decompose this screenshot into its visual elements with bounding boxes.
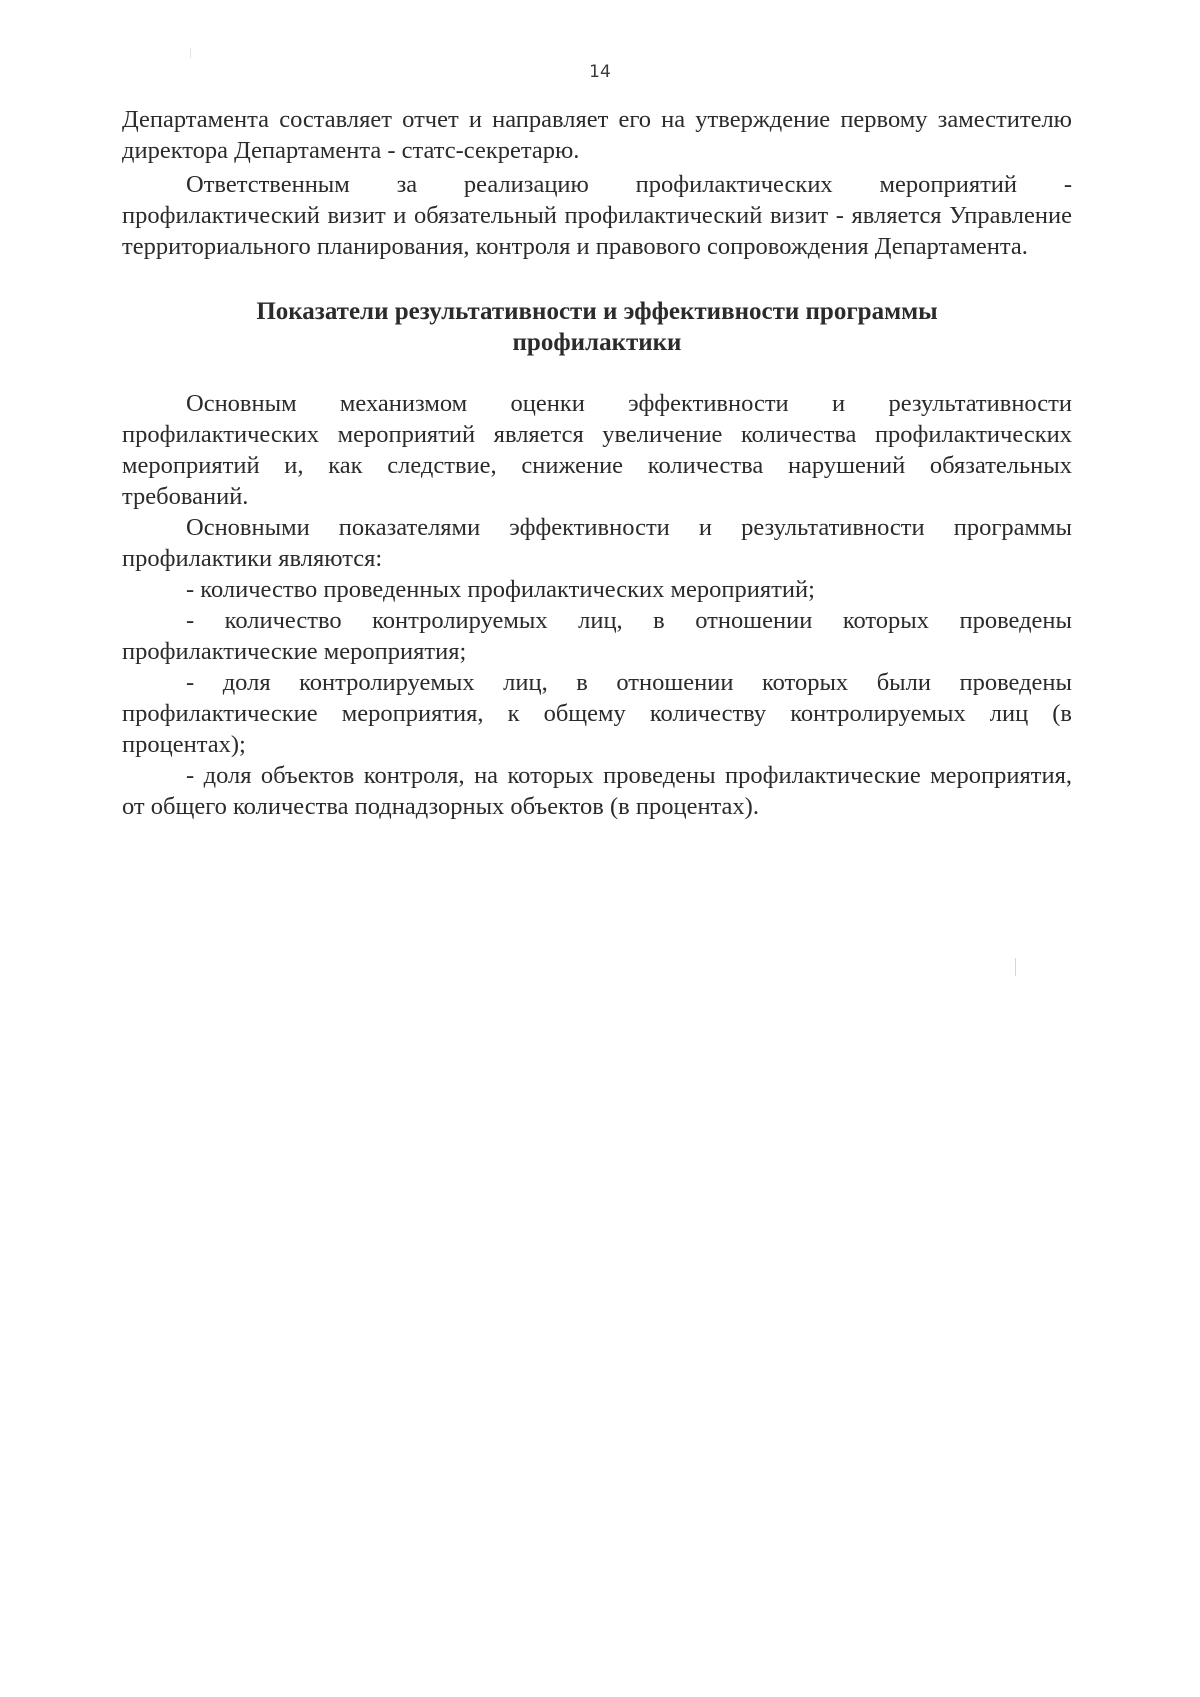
scan-mark xyxy=(1015,958,1016,976)
section-heading: Показатели результативности и эффективности программы профилактики xyxy=(256,298,938,356)
page-content xyxy=(122,104,1072,822)
paragraph-mechanism: Основным механизмом оценки эффективности и результативности профилактических мероприятий является увеличение количества профилактических мероприятий и, как следствие, снижение количества нарушений обязательных требований. xyxy=(122,390,1072,510)
paragraph-responsible: Ответственным за реализацию профилактических мероприятий - профилактический визит и обязательный профилактический визит - является Управление территориального планирования, контроля и правового сопровождения Департамента. xyxy=(122,171,1072,260)
list-item: - доля контролируемых лиц, в отношении которых были проведены профилактические мероприятия, к общему количеству контролируемых лиц (в процентах); xyxy=(122,669,1072,758)
list-item: - количество проведенных профилактических мероприятий; xyxy=(186,576,815,603)
list-item: - доля объектов контроля, на которых проведены профилактические мероприятия, от общего количества поднадзорных объектов (в процентах). xyxy=(122,762,1072,820)
paragraph-continuation: Департамента составляет отчет и направляет его на утверждение первому заместителю директора Департамента - статс-секретарю. xyxy=(122,106,1072,164)
scan-mark xyxy=(190,48,191,58)
list-item: - количество контролируемых лиц, в отношении которых проведены профилактические мероприятия; xyxy=(122,607,1072,665)
paragraph-indicators-intro: Основными показателями эффективности и результативности программы профилактики являются: xyxy=(122,514,1072,572)
page-number: 14 xyxy=(589,62,611,82)
